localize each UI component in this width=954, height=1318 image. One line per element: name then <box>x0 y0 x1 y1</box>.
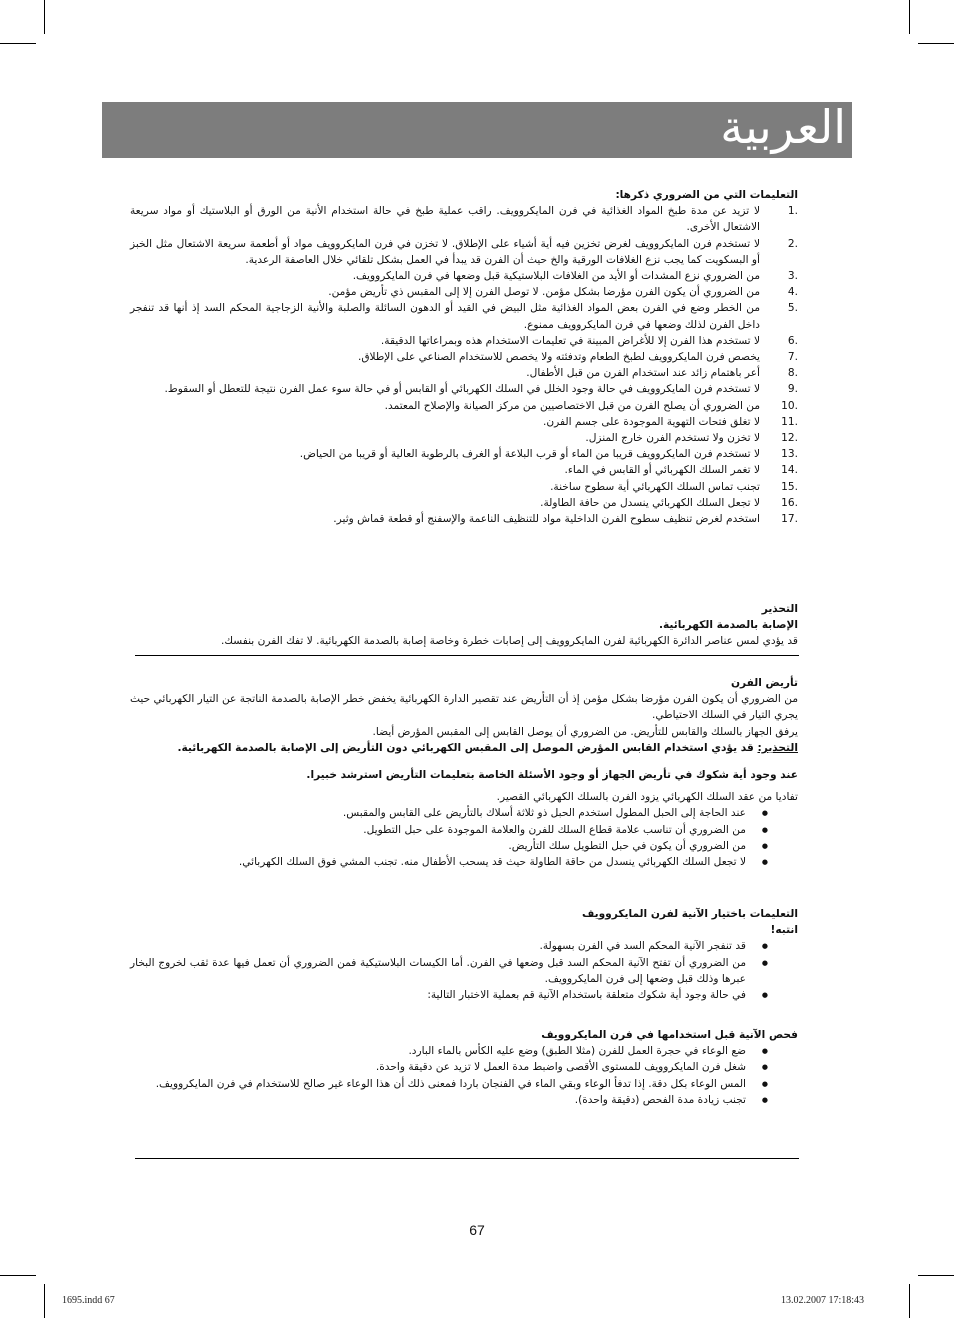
item-text: أعر باهتمام زائد عند استخدام الفرن من قبل الأطفال. <box>526 367 760 380</box>
cookware-test-section <box>130 1027 798 1108</box>
page-number: 67 <box>469 1222 485 1238</box>
item-text: لا تستخدم هذا الفرن إلا للأغراض المبينة في تعليمات الاستخدام هذه وبمراعاتها الدقيقة. <box>380 334 760 347</box>
divider <box>135 1158 799 1159</box>
warning-subheading: الإصابة بالصدمة الكهربائية. <box>658 619 798 632</box>
instruction-item <box>130 333 798 349</box>
item-number: 4. <box>787 286 798 299</box>
item-text: استخدم لغرض تنظيف سطوح الفرن الداخلية مواد للتنظيف الناعمة والإسفنج أو قطعة قماش وثير. <box>333 513 760 526</box>
item-number: 8. <box>787 367 798 380</box>
item-text: لا تستخدم فرن المايكروويف لغرض تخزين فيه أية أشياء على الإطلاق. لا تخزن في فرن المايكروويف مواد أو أطعمة سريعة الاشتعال مثل الخبز أو البسكويت كما يجب نزع الغلافات الورقية والخ حيث أن الفرن قد يبدأ في العمل بشكل تلقائي خلال العاصفة الرعدية. <box>130 237 760 266</box>
item-number: 6. <box>787 334 798 347</box>
divider <box>135 655 799 656</box>
instruction-item <box>130 365 798 381</box>
instruction-item <box>130 495 798 511</box>
item-text: من الضروري نزع المشدات أو الأيد من الغلافات البلاستيكية قبل وضعها في فرن المايكروويف. <box>352 270 760 283</box>
instruction-item <box>130 398 798 414</box>
item-text: لا تجعل السلك الكهربائي ينسدل من حافة الطاولة. <box>540 496 760 509</box>
grounding-section <box>130 675 798 870</box>
warning-label: التحذير: <box>757 741 798 754</box>
bullet-item: ● عند الحاجة إلى الحبل المطول استخدم الحبل ذو ثلاثة أسلاك بالتأريض على القابس والمقبس. <box>130 805 798 821</box>
instruction-item <box>130 462 798 478</box>
crop-mark <box>0 43 36 44</box>
item-number: 1. <box>787 205 798 218</box>
instruction-item <box>130 203 798 235</box>
crop-mark <box>44 1284 45 1318</box>
warning-section <box>130 601 798 650</box>
item-text: لا تغلق فتحات التهوية الموجودة على جسم الفرن. <box>543 415 760 428</box>
instruction-item <box>130 349 798 365</box>
language-header-band <box>102 102 852 158</box>
cord-intro: تفاديا من عقد السلك الكهربائي يزود الفرن بالسلك الكهربائي القصير. <box>496 791 798 804</box>
crop-mark <box>918 43 954 44</box>
item-number: 14. <box>781 464 798 477</box>
item-number: 11. <box>781 415 798 428</box>
footer-file-info: 1695.indd 67 <box>62 1295 115 1306</box>
item-number: 12. <box>781 432 798 445</box>
item-text: من الضروري أن يكون الفرن مؤرضا بشكل مؤمن. لا توصل الفرن إلا إلى المقبس ذي تأريض مؤمن. <box>328 286 760 299</box>
item-text: تجنب تماس السلك الكهربائي أية سطوح ساخنة. <box>550 480 760 493</box>
safety-instructions-section <box>130 187 798 527</box>
test-bullet-list <box>130 1043 798 1108</box>
instruction-item <box>130 511 798 527</box>
warning-text: قد يؤدي لمس عناصر الدائرة الكهربائية لفرن المايكروويف إلى إصابات خطرة وخاصة إصابة بالصدمة الكهربائية. لا تفك الفرن بنفسك. <box>220 635 798 648</box>
language-title: العربية <box>720 100 846 154</box>
bullet-item: ● شغل فرن المايكروويف للمستوى الأقصى واضبط مدة العمل لا تزيد عن دقيقة واحدة. <box>130 1059 798 1075</box>
attention-label: انتبه! <box>770 924 798 937</box>
cookware-bullet-list <box>130 938 798 1003</box>
item-number: 5. <box>787 302 798 315</box>
instruction-item <box>130 284 798 300</box>
item-text: لا تخزن ولا تستخدم الفرن خارج المنزل. <box>585 432 760 445</box>
bullet-item: ● تجنب زيادة مدة الفحص (دقيقة واحدة). <box>130 1092 798 1108</box>
crop-mark <box>44 0 45 34</box>
item-number: 17. <box>781 513 798 526</box>
cookware-section <box>130 906 798 1003</box>
grounding-paragraph: من الضروري أن يكون الفرن مؤرضا بشكل مؤمن إذ أن التأريض عند تقصير الدارة الكهربائية يخفض خطر الإصابة بالصدمة الناتجة عن التيار الكهربائي حيث يجري التيار في السلك الاحتياطي. <box>130 693 798 722</box>
instruction-item <box>130 381 798 397</box>
bullet-item: ● المس الوعاء بكل دقة. إذا تدفأ الوعاء وبقي الماء في الفنجان باردا فمعنى ذلك أن هذا الوعاء غير صالح للاستخدام في فرن المايكروويف. <box>130 1076 798 1092</box>
bullet-item: ● ضع الوعاء في حجرة العمل للفرن (مثلا الطبق) وضع عليه الكأس بالماء البارد. <box>130 1043 798 1059</box>
warning-heading: التحذير <box>761 603 798 615</box>
grounding-warning <box>130 740 798 756</box>
instruction-list <box>130 203 798 527</box>
instruction-item <box>130 446 798 462</box>
item-text: لا تستخدم فرن المايكروويف في حالة وجود الخلل في السلك الكهربائي أو القابس أو في حالة سوء عمل الفرن نتيجة للتعطل أو السقوط. <box>164 383 760 396</box>
doubt-heading: عند وجود أية شكوك في تأريض الجهاز أو وجود الأسئلة الخاصة بتعليمات التأريض استرشد خبيرا. <box>306 769 798 782</box>
grounding-heading: تأريض الفرن <box>730 677 798 689</box>
item-number: 3. <box>787 270 798 283</box>
grounding-paragraph: يرفق الجهاز بالسلك والقابس للتأريض. من الضروري أن يوصل القابس إلى المقبس المؤرض أيضا. <box>372 725 798 738</box>
item-number: 16. <box>781 496 798 509</box>
item-number: 7. <box>787 351 798 364</box>
bullet-item: ● قد تنفجر الآنية المحكم السد في الفرن بسهولة. <box>130 938 798 954</box>
item-number: 15. <box>781 480 798 493</box>
item-number: 10. <box>781 399 798 412</box>
item-number: 2. <box>787 237 798 250</box>
instruction-item <box>130 479 798 495</box>
bullet-item: ● في حالة وجود أية شكوك متعلقة باستخدام الآنية قم بعملية الاختبار التالية: <box>130 987 798 1003</box>
bullet-item: ● لا تجعل السلك الكهربائي ينسدل من حاقة الطاولة حيث قد يسحب الأطفال منه. تجنب المشي فوق السلك الكهربائي. <box>130 854 798 870</box>
instruction-item <box>130 430 798 446</box>
test-heading: فحص الآنية قبل استخدامها في فرن المايكروويف <box>541 1029 798 1041</box>
bullet-item: ● من الضروري أن يكون في حبل التطويل سلك التأريض. <box>130 838 798 854</box>
item-text: لا تغمر السلك الكهربائي أو القابس في الماء. <box>564 464 760 477</box>
warning-text: قد يؤدي استخدام القابس المؤرض الموصل إلى المقبس الكهربائي دون التأريض إلى الإصابة بالصدمة الكهربائية. <box>177 741 758 754</box>
instruction-item <box>130 414 798 430</box>
item-text: من الخطر وضع في الفرن بعض المواد الغذائية مثل البيض في القيد أو الدهون السائلة والصلبة والأنية الزجاجية المحكم السد إذ أنها قد تنفجر داخل الفرن لذلك وضعها في فرن المايكروويف ممنوع. <box>130 302 760 331</box>
item-text: لا تستخدم فرن المايكروويف قريبا من الماء أو قرب البلاعة أو الغرف بالرطوبة العالية أو قريبا من الحياض. <box>299 448 760 461</box>
bullet-item: ● من الضروري أن تفتح الآنية المحكم السد قبل وضعها في الفرن. أما الكيسات البلاستيكية فمن الضروري أن تعمل فيها عدة ثقب لخروج البخار عبرها وذلك قبل وضعها إلى فرن المايكروويف. <box>130 955 798 987</box>
item-number: 13. <box>781 448 798 461</box>
footer-timestamp: 13.02.2007 17:18:43 <box>781 1295 865 1306</box>
section-heading: التعليمات التي من الضروري ذكرها: <box>615 189 798 201</box>
cord-bullet-list <box>130 805 798 870</box>
crop-mark <box>918 1275 954 1276</box>
instruction-item <box>130 300 798 332</box>
instruction-item <box>130 236 798 268</box>
item-number: 9. <box>787 383 798 396</box>
item-text: من الضروري أن يصلح الفرن من قبل الاختصاصيين من مركز الصيانة والإصلاح المعتمد. <box>384 399 760 412</box>
crop-mark <box>909 0 910 34</box>
instruction-item <box>130 268 798 284</box>
cookware-heading: التعليمات باختيار الآنية لفرن المايكروويف <box>581 908 798 920</box>
crop-mark <box>909 1284 910 1318</box>
item-text: لا تزيد عن مدة طبخ المواد الغذائية في فرن المايكروويف. راقب عملية طبخ في حالة استخدام الأنية من الورق أو البلاستيك أو مواد سريعة الاشتعال الأخرى. <box>130 205 760 234</box>
bullet-item: ● من الضروري أن تناسب علامة قطاع السلك للفرن والعلامة الموجودة على حبل التطويل. <box>130 822 798 838</box>
item-text: يخصص فرن المايكروويف لطبخ الطعام وتدفئته ولا يخصص للاستخدام الصناعي على الإطلاق. <box>357 351 760 364</box>
crop-mark <box>0 1275 36 1276</box>
